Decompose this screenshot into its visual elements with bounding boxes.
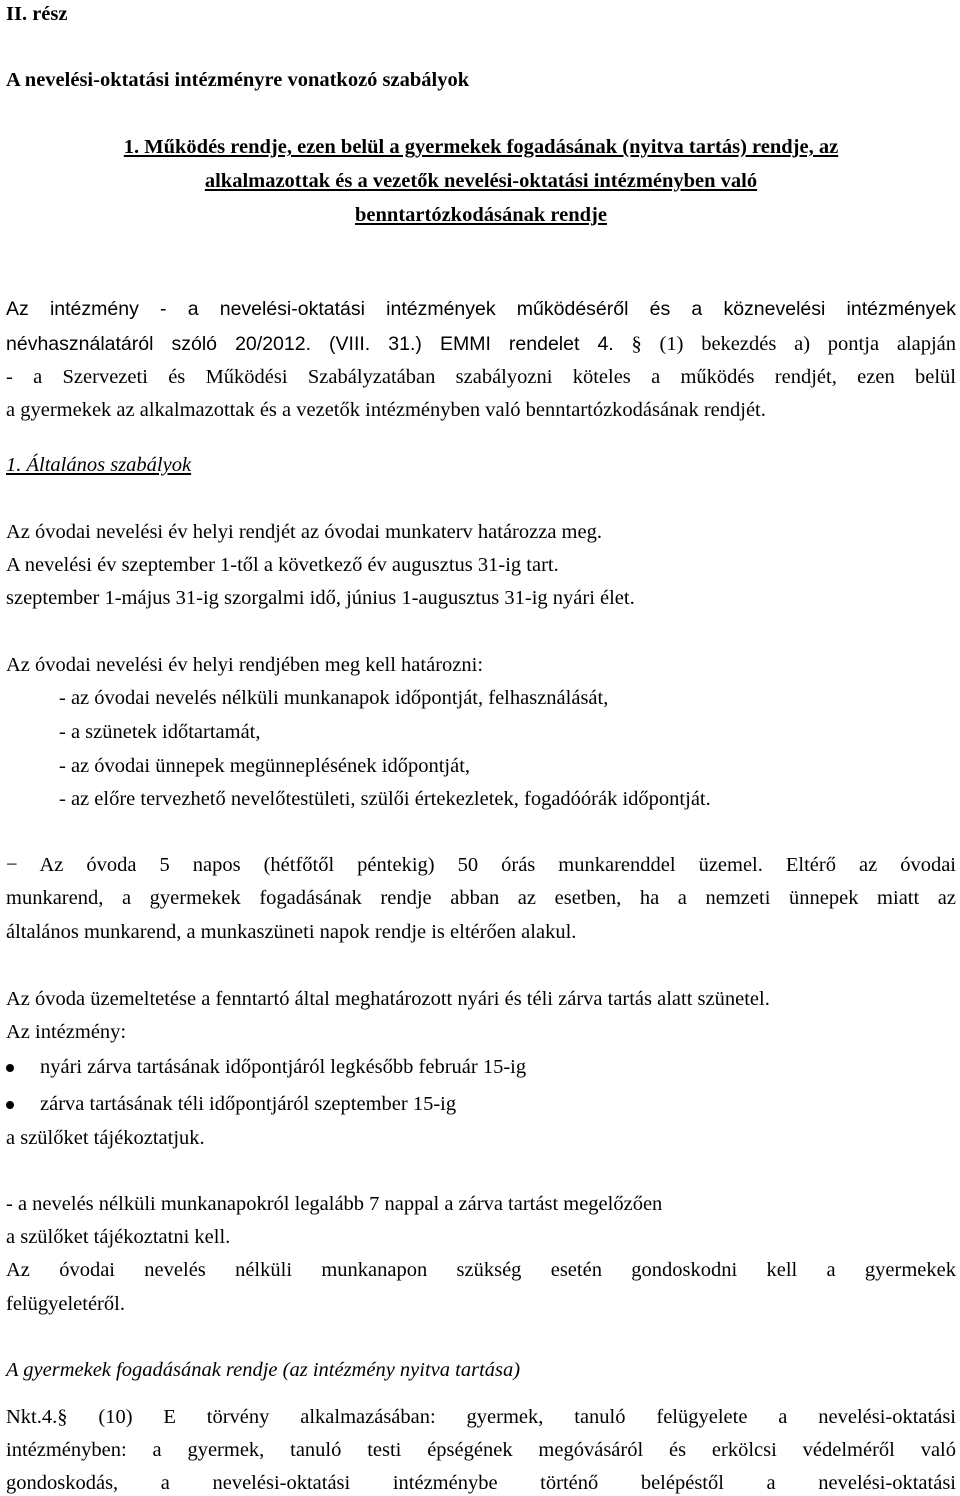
local-order-item: - az óvodai ünnepek megünneplésének időpontját, [59,755,471,777]
bullet-text: nyári zárva tartásának időpontjáról legkésőbb február 15-ig [40,1056,527,1078]
closure-line-3: a szülőket tájékoztatjuk. [6,1127,205,1149]
work-schedule-line-2: munkarend, a gyermekek fogadásának rendje abban az esetben, ha a nemzeti ünnepek miatt az [6,887,956,909]
reception-heading: A gyermekek fogadásának rendje (az intézmény nyitva tartása) [6,1359,521,1381]
heading-1-line-2: alkalmazottak és a vezetők nevelési-oktatási intézményben való [204,170,758,192]
general-line-3: szeptember 1-május 31-ig szorgalmi idő, június 1-augusztus 31-ig nyári élet. [6,587,635,609]
closure-line-1: Az óvoda üzemeltetése a fenntartó által meghatározott nyári és téli zárva tartás alatt szünetel. [6,988,770,1010]
bullet-item [6,1094,956,1118]
intro-line-2-b: (1) bekezdés a) pontja alapján [641,333,957,355]
part-title: II. rész [6,3,68,25]
bullet-icon [6,1101,14,1109]
work-schedule-line-1: − Az óvoda 5 napos (hétfőtől péntekig) 50 órás munkarenddel üzemel. Eltérő az óvodai [6,854,956,876]
reception-line-1-a: Nkt.4. [6,1406,58,1428]
general-line-2: A nevelési év szeptember 1-től a következő év augusztus 31-ig tart. [6,554,559,576]
bullet-item [6,1057,956,1081]
non-teaching-line-3: Az óvodai nevelés nélküli munkanapon szükség esetén gondoskodni kell a gyermekek [6,1259,956,1281]
heading-1-line-3: benntartózkodásának rendje [355,204,607,226]
reception-line-3: gondoskodás, a nevelési-oktatási intézménybe történő belépéstől a nevelési-oktatási [6,1472,956,1494]
local-order-item: - az előre tervezhető nevelőtestületi, szülői értekezletek, fogadóórák időpontját. [59,788,711,810]
section-sign: § [57,1406,68,1428]
general-heading-number: 1. [6,454,27,476]
intro-line-3: - a Szervezeti és Működési Szabályzatában szabályozni köteles a működés rendjét, ezen belül [6,366,956,388]
intro-line-2-a: névhasználatáról szóló 20/2012. (VIII. 31.) EMMI rendelet 4. [6,333,614,355]
reception-line-1-b: (10) E törvény alkalmazásában: gyermek, tanuló felügyelete a nevelési-oktatási [67,1406,956,1428]
section-sign: § [631,333,642,355]
local-order-intro: Az óvodai nevelési év helyi rendjében meg kell határozni: [6,654,484,676]
intro-line-4: a gyermekek az alkalmazottak és a vezetők intézményben való benntartózkodásának rendjét. [6,399,766,421]
local-order-item: - a szünetek időtartamát, [59,721,261,743]
reception-line-2: intézményben: a gyermek, tanuló testi épségének megóvásáról és erkölcsi védelméről való [6,1439,956,1461]
reception-line-1 [6,1407,956,1428]
general-line-1: Az óvodai nevelési év helyi rendjét az óvodai munkaterv határozza meg. [6,521,602,543]
bullet-text: zárva tartásának téli időpontjáról szeptember 15-ig [40,1093,457,1115]
section-title: A nevelési-oktatási intézményre vonatkozó szabályok [6,69,470,91]
bullet-icon [6,1064,14,1072]
heading-1-line-1: 1. Működés rendje, ezen belül a gyermekek fogadásának (nyitva tartás) rendje, az [123,136,839,158]
intro-line-1: Az intézmény - a nevelési-oktatási intézmények működéséről és a köznevelési intézmények [6,298,956,320]
non-teaching-line-2: a szülőket tájékoztatni kell. [6,1226,231,1248]
intro-line-2 [6,334,956,355]
non-teaching-line-1: - a nevelés nélküli munkanapokról legalább 7 nappal a zárva tartást megelőzően [6,1193,663,1215]
non-teaching-line-4: felügyeletéről. [6,1293,125,1315]
closure-line-2: Az intézmény: [6,1021,127,1043]
general-heading [6,455,191,476]
general-heading-text: Általános szabályok [26,454,192,476]
work-schedule-line-3: általános munkarend, a munkaszüneti napok rendje is eltérően alakul. [6,921,577,943]
local-order-item: - az óvodai nevelés nélküli munkanapok időpontját, felhasználását, [59,687,609,709]
